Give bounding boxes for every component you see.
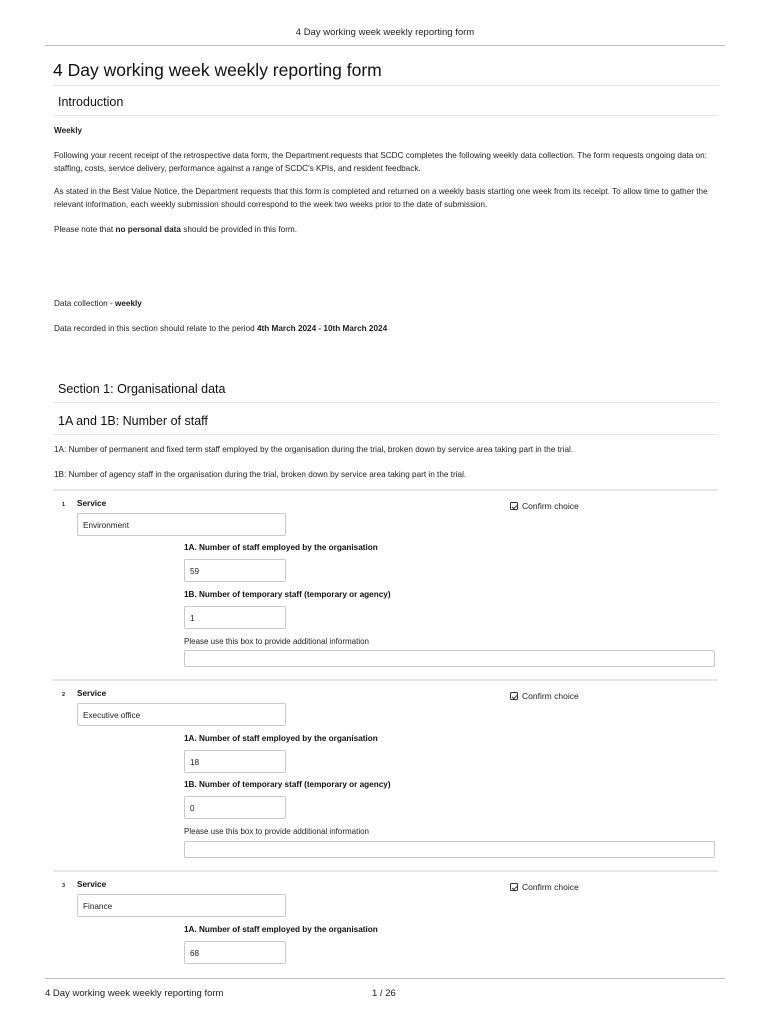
q1b-label: 1B. Number of temporary staff (temporary or agency) — [184, 780, 391, 789]
service-select[interactable]: Finance — [77, 894, 286, 917]
confirm-choice-button[interactable]: Confirm choice — [510, 882, 579, 892]
q1a-input[interactable]: 18 — [184, 750, 286, 773]
checkbox-icon — [510, 883, 518, 891]
q1b-input[interactable]: 1 — [184, 606, 286, 629]
introduction-heading: Introduction — [53, 88, 718, 116]
q1a-input[interactable]: 59 — [184, 559, 286, 582]
intro-paragraph-2: As stated in the Best Value Notice, the Department requests that this form is completed and returned on a weekly basis starting one week from its receipt. To allow time to gather the relevant information, each weekly submission should correspond to the week two weeks prior to the date of submission. — [54, 187, 708, 209]
description-1a: 1A: Number of permanent and fixed term staff employed by the organisation during the trial, broken down by service area taking part in the trial. — [54, 445, 574, 454]
service-select[interactable]: Environment — [77, 513, 286, 536]
checkbox-icon — [510, 502, 518, 510]
checkbox-icon — [510, 692, 518, 700]
page-number: 1 / 26 — [372, 988, 396, 999]
footer-title: 4 Day working week weekly reporting form — [45, 988, 224, 999]
entry-divider — [53, 870, 718, 872]
entry-number: 1 — [62, 502, 66, 508]
service-select[interactable]: Executive office — [77, 703, 286, 726]
page-title: 4 Day working week weekly reporting form — [53, 60, 382, 80]
service-label: Service — [77, 880, 107, 889]
service-label: Service — [77, 499, 107, 508]
section-1ab-heading: 1A and 1B: Number of staff — [53, 407, 718, 435]
q1a-label: 1A. Number of staff employed by the organisation — [184, 543, 378, 552]
service-label: Service — [77, 689, 107, 698]
additional-info-input[interactable] — [184, 650, 715, 667]
intro-paragraph-1: Following your recent receipt of the retrospective data form, the Department requests that SCDC completes the following weekly data collection. The form requests ongoing data on: staffing, costs, service delivery, performance against a range of SCDC's KPIs, and resident feedback. — [54, 151, 707, 173]
q1a-label: 1A. Number of staff employed by the organisation — [184, 925, 378, 934]
q1a-label: 1A. Number of staff employed by the organisation — [184, 734, 378, 743]
title-divider — [53, 85, 718, 86]
weekly-subheading: Weekly — [54, 126, 83, 135]
footer-divider — [45, 978, 725, 979]
additional-info-input[interactable] — [184, 841, 715, 858]
section-1-heading: Section 1: Organisational data — [53, 375, 718, 403]
q1b-label: 1B. Number of temporary staff (temporary or agency) — [184, 590, 391, 599]
intro-paragraph-3: Please note that no personal data should be provided in this form. — [54, 225, 298, 234]
additional-info-label: Please use this box to provide additional information — [184, 827, 369, 836]
confirm-choice-button[interactable]: Confirm choice — [510, 501, 579, 511]
entry-number: 2 — [62, 692, 66, 698]
description-1b: 1B: Number of agency staff in the organisation during the trial, broken down by service area taking part in the trial. — [54, 470, 467, 479]
confirm-choice-button[interactable]: Confirm choice — [510, 691, 579, 701]
period-note: Data recorded in this section should relate to the period 4th March 2024 - 10th March 2024 — [54, 324, 388, 333]
q1b-input[interactable]: 0 — [184, 796, 286, 819]
entry-divider — [53, 489, 718, 491]
q1a-input[interactable]: 68 — [184, 941, 286, 964]
additional-info-label: Please use this box to provide additional information — [184, 637, 369, 646]
data-collection-note: Data collection - weekly — [54, 299, 142, 308]
running-header: 4 Day working week weekly reporting form — [295, 27, 475, 38]
header-divider — [45, 45, 725, 46]
entry-number: 3 — [62, 883, 66, 889]
entry-divider — [53, 679, 718, 681]
